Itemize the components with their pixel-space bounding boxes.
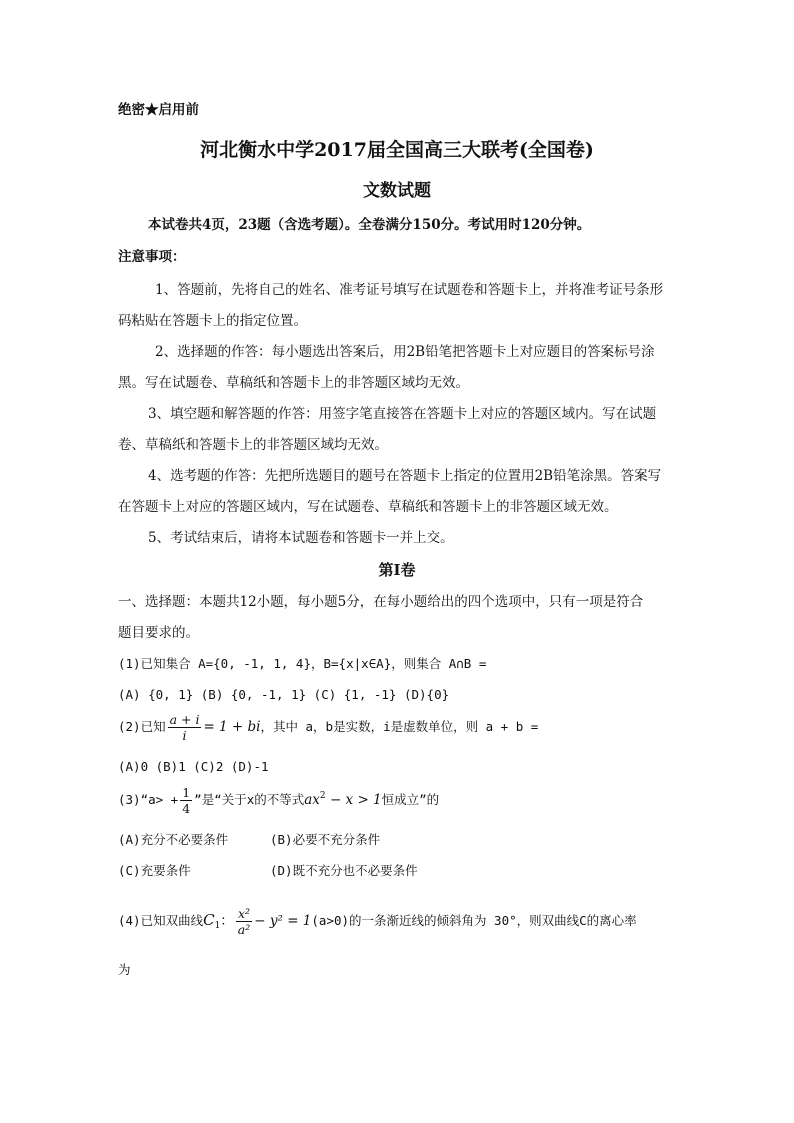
q2-fraction-numerator: a + i bbox=[169, 712, 200, 727]
note-5: 5、考试结束后，请将本试题卷和答题卡一并上交。 bbox=[148, 530, 454, 546]
question-2-options: (A)0 (B)1 (C)2 (D)-1 bbox=[118, 759, 269, 774]
part-heading: 第Ⅰ卷 bbox=[378, 561, 416, 579]
q3-inequality-rest: − x > 1 bbox=[325, 792, 382, 808]
section-instruction-line-2: 题目要求的。 bbox=[118, 625, 199, 641]
notes-heading: 注意事项： bbox=[118, 249, 186, 265]
q2-fraction-denominator: i bbox=[182, 728, 187, 743]
q2-suffix: ，其中 a，b是实数，i是虚数单位，则 a + b = bbox=[260, 719, 539, 734]
question-1-stem: (1)已知集合 A={0, -1, 1, 4}，B={x|x∈A}，则集合 A∩B = bbox=[118, 656, 487, 671]
q3-prefix: (3)“a> + bbox=[118, 792, 179, 807]
question-1-options: (A) {0, 1} (B) {0, -1, 1} (C) {1, -1} (D){0} bbox=[118, 687, 450, 702]
q4-curve-name: C bbox=[203, 911, 215, 929]
question-3-stem bbox=[118, 783, 439, 817]
question-4-stem bbox=[118, 900, 637, 941]
question-2-stem bbox=[118, 710, 538, 744]
question-3-option-a: (A)充分不必要条件 bbox=[118, 832, 229, 847]
q4-fraction bbox=[236, 906, 252, 937]
note-3-line-1: 3、填空题和解答题的作答：用签字笔直接答在答题卡上对应的答题区域内。写在试题 bbox=[148, 406, 657, 422]
note-4-line-2: 在答题卡上对应的答题区域内，写在试题卷、草稿纸和答题卡上的非答题区域无效。 bbox=[118, 499, 618, 515]
note-2-line-1: 2、选择题的作答：每小题选出答案后，用2B铅笔把答题卡上对应题目的答案标号涂 bbox=[155, 344, 655, 360]
question-3-option-d: (D)既不充分也不必要条件 bbox=[270, 863, 418, 878]
q4-prefix: (4)已知双曲线 bbox=[118, 913, 204, 928]
q3-inequality-term: ax bbox=[304, 792, 320, 808]
section-instruction-line-1: 一、选择题：本题共12小题，每小题5分，在每小题给出的四个选项中，只有一项是符合 bbox=[118, 594, 644, 610]
note-3-line-2: 卷、草稿纸和答题卡上的非答题区域均无效。 bbox=[118, 437, 388, 453]
q4-fraction-numerator: x² bbox=[236, 906, 252, 922]
question-4-line-2: 为 bbox=[118, 962, 131, 977]
q3-middle: ”是“关于x的不等式 bbox=[194, 792, 305, 807]
q3-inequality-exponent: 2 bbox=[319, 791, 326, 801]
q4-colon: ： bbox=[220, 913, 234, 929]
q2-prefix: (2)已知 bbox=[118, 719, 166, 734]
q3-suffix: 恒成立”的 bbox=[381, 792, 440, 807]
exam-info: 本试卷共4页，23题（含选考题）。全卷满分150分。考试用时120分钟。 bbox=[148, 217, 591, 233]
secret-mark: 绝密★启用前 bbox=[118, 102, 199, 118]
q3-fraction bbox=[180, 785, 192, 816]
q3-fraction-denominator: 4 bbox=[182, 801, 191, 816]
q4-condition: (a>0) bbox=[311, 913, 350, 928]
q4-fraction-denominator: a² bbox=[237, 922, 251, 937]
question-3-option-c: (C)充要条件 bbox=[118, 863, 191, 878]
question-3-option-b: (B)必要不充分条件 bbox=[270, 832, 381, 847]
note-1-line-2: 码粘贴在答题卡上的指定位置。 bbox=[118, 313, 307, 329]
page-title: 河北衡水中学2017届全国高三大联考(全国卷) bbox=[200, 139, 594, 161]
note-1-line-1: 1、答题前，先将自己的姓名、准考证号填写在试题卷和答题卡上，并将准考证号条形 bbox=[155, 282, 664, 298]
note-2-line-2: 黑。写在试题卷、草稿纸和答题卡上的非答题区域均无效。 bbox=[118, 375, 469, 391]
note-4-line-1: 4、选考题的作答：先把所选题目的题号在答题卡上指定的位置用2B铅笔涂黑。答案写 bbox=[148, 468, 662, 484]
q2-fraction bbox=[168, 712, 202, 743]
q3-fraction-numerator: 1 bbox=[182, 785, 191, 800]
q4-suffix: 的一条渐近线的倾斜角为 30°，则双曲线C的离心率 bbox=[349, 913, 637, 928]
q4-curve-subscript: 1 bbox=[214, 921, 221, 931]
q2-equation: = 1 + bi bbox=[203, 719, 261, 735]
page-subtitle: 文数试题 bbox=[363, 181, 431, 201]
q4-equation: − y² = 1 bbox=[254, 913, 312, 929]
